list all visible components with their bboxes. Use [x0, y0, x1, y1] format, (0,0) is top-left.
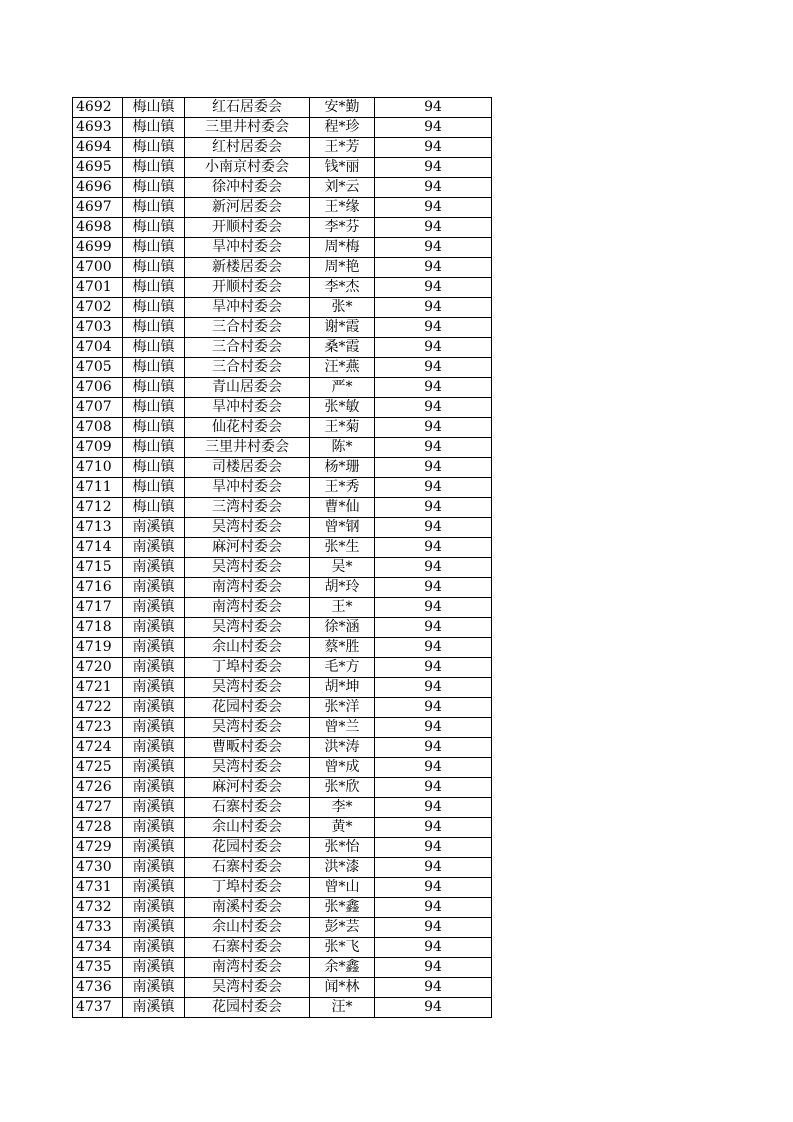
- cell-id: 4733: [73, 918, 123, 938]
- cell-id: 4707: [73, 398, 123, 418]
- cell-village: 石寨村委会: [185, 938, 310, 958]
- cell-id: 4736: [73, 978, 123, 998]
- cell-name: 张*: [310, 298, 375, 318]
- cell-name: 闻*林: [310, 978, 375, 998]
- cell-town: 南溪镇: [123, 958, 185, 978]
- cell-score: 94: [375, 418, 492, 438]
- cell-name: 汪*燕: [310, 358, 375, 378]
- cell-name: 杨*珊: [310, 458, 375, 478]
- cell-score: 94: [375, 638, 492, 658]
- cell-id: 4722: [73, 698, 123, 718]
- cell-town: 梅山镇: [123, 438, 185, 458]
- cell-score: 94: [375, 558, 492, 578]
- cell-name: 黄*: [310, 818, 375, 838]
- cell-name: 曾*钢: [310, 518, 375, 538]
- cell-id: 4699: [73, 238, 123, 258]
- cell-name: 王*菊: [310, 418, 375, 438]
- table-row: [73, 198, 492, 218]
- cell-village: 司楼居委会: [185, 458, 310, 478]
- cell-name: 汪*: [310, 998, 375, 1018]
- table-row: [73, 538, 492, 558]
- table-row: [73, 758, 492, 778]
- table-row: [73, 418, 492, 438]
- cell-village: 开顺村委会: [185, 218, 310, 238]
- cell-village: 徐冲村委会: [185, 178, 310, 198]
- cell-score: 94: [375, 378, 492, 398]
- cell-id: 4730: [73, 858, 123, 878]
- cell-id: 4706: [73, 378, 123, 398]
- cell-village: 仙花村委会: [185, 418, 310, 438]
- cell-score: 94: [375, 98, 492, 118]
- cell-town: 南溪镇: [123, 918, 185, 938]
- cell-town: 南溪镇: [123, 818, 185, 838]
- cell-score: 94: [375, 898, 492, 918]
- cell-score: 94: [375, 878, 492, 898]
- cell-name: 曾*山: [310, 878, 375, 898]
- table-row: [73, 678, 492, 698]
- cell-id: 4727: [73, 798, 123, 818]
- cell-score: 94: [375, 578, 492, 598]
- table-row: [73, 118, 492, 138]
- cell-village: 石寨村委会: [185, 798, 310, 818]
- cell-town: 梅山镇: [123, 98, 185, 118]
- cell-village: 红石居委会: [185, 98, 310, 118]
- cell-town: 梅山镇: [123, 258, 185, 278]
- cell-id: 4724: [73, 738, 123, 758]
- cell-town: 梅山镇: [123, 378, 185, 398]
- cell-town: 南溪镇: [123, 778, 185, 798]
- cell-town: 梅山镇: [123, 118, 185, 138]
- cell-id: 4731: [73, 878, 123, 898]
- cell-name: 张*鑫: [310, 898, 375, 918]
- cell-town: 梅山镇: [123, 158, 185, 178]
- cell-name: 陈*: [310, 438, 375, 458]
- table-row: [73, 658, 492, 678]
- table-row: [73, 978, 492, 998]
- cell-village: 余山村委会: [185, 638, 310, 658]
- cell-score: 94: [375, 958, 492, 978]
- table-row: [73, 178, 492, 198]
- cell-score: 94: [375, 618, 492, 638]
- cell-village: 丁埠村委会: [185, 878, 310, 898]
- table-row: [73, 898, 492, 918]
- cell-town: 南溪镇: [123, 938, 185, 958]
- cell-town: 梅山镇: [123, 498, 185, 518]
- cell-id: 4709: [73, 438, 123, 458]
- cell-id: 4700: [73, 258, 123, 278]
- cell-id: 4732: [73, 898, 123, 918]
- cell-name: 张*敏: [310, 398, 375, 418]
- cell-score: 94: [375, 438, 492, 458]
- cell-score: 94: [375, 258, 492, 278]
- table-row: [73, 578, 492, 598]
- table-row: [73, 218, 492, 238]
- cell-id: 4708: [73, 418, 123, 438]
- cell-name: 李*芬: [310, 218, 375, 238]
- cell-village: 旱冲村委会: [185, 398, 310, 418]
- cell-village: 三合村委会: [185, 338, 310, 358]
- cell-name: 安*勤: [310, 98, 375, 118]
- cell-id: 4715: [73, 558, 123, 578]
- cell-name: 钱*丽: [310, 158, 375, 178]
- cell-score: 94: [375, 198, 492, 218]
- table-row: [73, 98, 492, 118]
- table-row: [73, 738, 492, 758]
- cell-village: 余山村委会: [185, 818, 310, 838]
- table-row: [73, 458, 492, 478]
- cell-village: 石寨村委会: [185, 858, 310, 878]
- cell-town: 南溪镇: [123, 558, 185, 578]
- table-row: [73, 998, 492, 1018]
- cell-town: 南溪镇: [123, 838, 185, 858]
- cell-name: 蔡*胜: [310, 638, 375, 658]
- cell-id: 4720: [73, 658, 123, 678]
- cell-name: 曹*仙: [310, 498, 375, 518]
- cell-name: 严*: [310, 378, 375, 398]
- record-table-body: [73, 98, 492, 1018]
- cell-score: 94: [375, 498, 492, 518]
- cell-name: 张*怡: [310, 838, 375, 858]
- cell-town: 南溪镇: [123, 698, 185, 718]
- cell-id: 4737: [73, 998, 123, 1018]
- cell-village: 新楼居委会: [185, 258, 310, 278]
- cell-name: 李*: [310, 798, 375, 818]
- cell-id: 4717: [73, 598, 123, 618]
- cell-score: 94: [375, 818, 492, 838]
- cell-id: 4695: [73, 158, 123, 178]
- cell-id: 4702: [73, 298, 123, 318]
- cell-village: 麻河村委会: [185, 778, 310, 798]
- cell-score: 94: [375, 538, 492, 558]
- cell-score: 94: [375, 658, 492, 678]
- cell-score: 94: [375, 458, 492, 478]
- cell-town: 南溪镇: [123, 718, 185, 738]
- cell-town: 南溪镇: [123, 578, 185, 598]
- cell-village: 吴湾村委会: [185, 518, 310, 538]
- cell-name: 王*: [310, 598, 375, 618]
- table-row: [73, 398, 492, 418]
- table-row: [73, 498, 492, 518]
- table-row: [73, 378, 492, 398]
- cell-town: 南溪镇: [123, 598, 185, 618]
- cell-name: 桑*霞: [310, 338, 375, 358]
- table-row: [73, 918, 492, 938]
- table-row: [73, 158, 492, 178]
- cell-town: 梅山镇: [123, 418, 185, 438]
- cell-town: 梅山镇: [123, 398, 185, 418]
- cell-town: 梅山镇: [123, 218, 185, 238]
- cell-name: 毛*方: [310, 658, 375, 678]
- cell-name: 曾*成: [310, 758, 375, 778]
- cell-id: 4725: [73, 758, 123, 778]
- cell-village: 丁埠村委会: [185, 658, 310, 678]
- cell-town: 南溪镇: [123, 638, 185, 658]
- cell-town: 南溪镇: [123, 858, 185, 878]
- cell-id: 4728: [73, 818, 123, 838]
- cell-id: 4719: [73, 638, 123, 658]
- cell-name: 张*洋: [310, 698, 375, 718]
- table-row: [73, 858, 492, 878]
- table-row: [73, 238, 492, 258]
- cell-town: 梅山镇: [123, 178, 185, 198]
- table-row: [73, 878, 492, 898]
- cell-id: 4735: [73, 958, 123, 978]
- table-row: [73, 598, 492, 618]
- cell-id: 4710: [73, 458, 123, 478]
- cell-score: 94: [375, 918, 492, 938]
- cell-id: 4712: [73, 498, 123, 518]
- table-row: [73, 358, 492, 378]
- cell-town: 南溪镇: [123, 878, 185, 898]
- cell-village: 三合村委会: [185, 358, 310, 378]
- cell-village: 吴湾村委会: [185, 978, 310, 998]
- cell-score: 94: [375, 398, 492, 418]
- cell-id: 4711: [73, 478, 123, 498]
- table-row: [73, 558, 492, 578]
- cell-score: 94: [375, 358, 492, 378]
- table-row: [73, 618, 492, 638]
- cell-score: 94: [375, 278, 492, 298]
- cell-village: 花园村委会: [185, 998, 310, 1018]
- cell-score: 94: [375, 698, 492, 718]
- cell-name: 彭*芸: [310, 918, 375, 938]
- table-row: [73, 638, 492, 658]
- cell-id: 4692: [73, 98, 123, 118]
- cell-name: 张*欣: [310, 778, 375, 798]
- cell-town: 南溪镇: [123, 738, 185, 758]
- cell-score: 94: [375, 338, 492, 358]
- cell-name: 谢*霞: [310, 318, 375, 338]
- cell-village: 南湾村委会: [185, 958, 310, 978]
- record-table: [72, 97, 492, 1018]
- cell-score: 94: [375, 738, 492, 758]
- table-row: [73, 278, 492, 298]
- table-row: [73, 438, 492, 458]
- cell-town: 南溪镇: [123, 758, 185, 778]
- cell-score: 94: [375, 178, 492, 198]
- cell-name: 吴*: [310, 558, 375, 578]
- cell-score: 94: [375, 218, 492, 238]
- cell-village: 吴湾村委会: [185, 558, 310, 578]
- cell-id: 4696: [73, 178, 123, 198]
- cell-town: 南溪镇: [123, 658, 185, 678]
- cell-id: 4716: [73, 578, 123, 598]
- cell-id: 4694: [73, 138, 123, 158]
- cell-town: 梅山镇: [123, 338, 185, 358]
- cell-score: 94: [375, 998, 492, 1018]
- table-row: [73, 958, 492, 978]
- cell-name: 洪*漆: [310, 858, 375, 878]
- cell-name: 张*生: [310, 538, 375, 558]
- cell-village: 吴湾村委会: [185, 758, 310, 778]
- cell-id: 4723: [73, 718, 123, 738]
- table-row: [73, 518, 492, 538]
- cell-town: 梅山镇: [123, 358, 185, 378]
- cell-score: 94: [375, 678, 492, 698]
- cell-score: 94: [375, 118, 492, 138]
- table-row: [73, 478, 492, 498]
- cell-id: 4729: [73, 838, 123, 858]
- cell-town: 南溪镇: [123, 538, 185, 558]
- cell-id: 4701: [73, 278, 123, 298]
- cell-id: 4693: [73, 118, 123, 138]
- cell-score: 94: [375, 318, 492, 338]
- cell-id: 4703: [73, 318, 123, 338]
- cell-name: 张*飞: [310, 938, 375, 958]
- cell-id: 4705: [73, 358, 123, 378]
- cell-village: 三湾村委会: [185, 498, 310, 518]
- cell-village: 南湾村委会: [185, 598, 310, 618]
- cell-town: 南溪镇: [123, 998, 185, 1018]
- table-row: [73, 838, 492, 858]
- cell-village: 开顺村委会: [185, 278, 310, 298]
- cell-score: 94: [375, 718, 492, 738]
- table-row: [73, 778, 492, 798]
- cell-village: 旱冲村委会: [185, 298, 310, 318]
- cell-score: 94: [375, 758, 492, 778]
- table-row: [73, 798, 492, 818]
- cell-town: 南溪镇: [123, 978, 185, 998]
- cell-town: 梅山镇: [123, 298, 185, 318]
- cell-score: 94: [375, 598, 492, 618]
- cell-town: 南溪镇: [123, 678, 185, 698]
- cell-name: 王*秀: [310, 478, 375, 498]
- cell-score: 94: [375, 518, 492, 538]
- cell-score: 94: [375, 798, 492, 818]
- cell-town: 梅山镇: [123, 318, 185, 338]
- cell-name: 刘*云: [310, 178, 375, 198]
- cell-score: 94: [375, 838, 492, 858]
- cell-score: 94: [375, 138, 492, 158]
- cell-village: 小南京村委会: [185, 158, 310, 178]
- table-row: [73, 298, 492, 318]
- cell-village: 曹畈村委会: [185, 738, 310, 758]
- cell-score: 94: [375, 858, 492, 878]
- cell-name: 李*杰: [310, 278, 375, 298]
- cell-name: 胡*坤: [310, 678, 375, 698]
- cell-village: 新河居委会: [185, 198, 310, 218]
- cell-town: 南溪镇: [123, 618, 185, 638]
- cell-name: 徐*涵: [310, 618, 375, 638]
- cell-name: 洪*涛: [310, 738, 375, 758]
- cell-village: 三里井村委会: [185, 438, 310, 458]
- cell-name: 周*艳: [310, 258, 375, 278]
- cell-village: 红村居委会: [185, 138, 310, 158]
- cell-name: 周*梅: [310, 238, 375, 258]
- cell-village: 青山居委会: [185, 378, 310, 398]
- cell-village: 旱冲村委会: [185, 238, 310, 258]
- table-row: [73, 318, 492, 338]
- cell-village: 吴湾村委会: [185, 678, 310, 698]
- cell-town: 梅山镇: [123, 478, 185, 498]
- cell-town: 南溪镇: [123, 898, 185, 918]
- cell-id: 4713: [73, 518, 123, 538]
- table-row: [73, 818, 492, 838]
- cell-town: 南溪镇: [123, 798, 185, 818]
- cell-name: 曾*兰: [310, 718, 375, 738]
- cell-score: 94: [375, 478, 492, 498]
- table-row: [73, 258, 492, 278]
- cell-village: 花园村委会: [185, 698, 310, 718]
- cell-id: 4718: [73, 618, 123, 638]
- table-row: [73, 698, 492, 718]
- cell-id: 4697: [73, 198, 123, 218]
- cell-name: 程*珍: [310, 118, 375, 138]
- cell-id: 4721: [73, 678, 123, 698]
- cell-village: 三里井村委会: [185, 118, 310, 138]
- cell-score: 94: [375, 938, 492, 958]
- cell-id: 4698: [73, 218, 123, 238]
- cell-village: 吴湾村委会: [185, 618, 310, 638]
- cell-town: 梅山镇: [123, 458, 185, 478]
- cell-town: 梅山镇: [123, 238, 185, 258]
- cell-name: 胡*玲: [310, 578, 375, 598]
- cell-town: 梅山镇: [123, 198, 185, 218]
- cell-score: 94: [375, 158, 492, 178]
- cell-score: 94: [375, 238, 492, 258]
- cell-town: 梅山镇: [123, 278, 185, 298]
- cell-town: 梅山镇: [123, 138, 185, 158]
- cell-village: 南湾村委会: [185, 578, 310, 598]
- cell-village: 三合村委会: [185, 318, 310, 338]
- cell-id: 4714: [73, 538, 123, 558]
- cell-village: 余山村委会: [185, 918, 310, 938]
- cell-village: 南溪村委会: [185, 898, 310, 918]
- table-row: [73, 938, 492, 958]
- cell-id: 4734: [73, 938, 123, 958]
- cell-village: 吴湾村委会: [185, 718, 310, 738]
- cell-village: 旱冲村委会: [185, 478, 310, 498]
- cell-name: 王*芳: [310, 138, 375, 158]
- cell-id: 4704: [73, 338, 123, 358]
- cell-id: 4726: [73, 778, 123, 798]
- cell-name: 王*缘: [310, 198, 375, 218]
- cell-village: 麻河村委会: [185, 538, 310, 558]
- cell-score: 94: [375, 978, 492, 998]
- cell-village: 花园村委会: [185, 838, 310, 858]
- cell-town: 南溪镇: [123, 518, 185, 538]
- cell-score: 94: [375, 298, 492, 318]
- table-row: [73, 338, 492, 358]
- cell-score: 94: [375, 778, 492, 798]
- table-row: [73, 718, 492, 738]
- cell-name: 余*鑫: [310, 958, 375, 978]
- table-row: [73, 138, 492, 158]
